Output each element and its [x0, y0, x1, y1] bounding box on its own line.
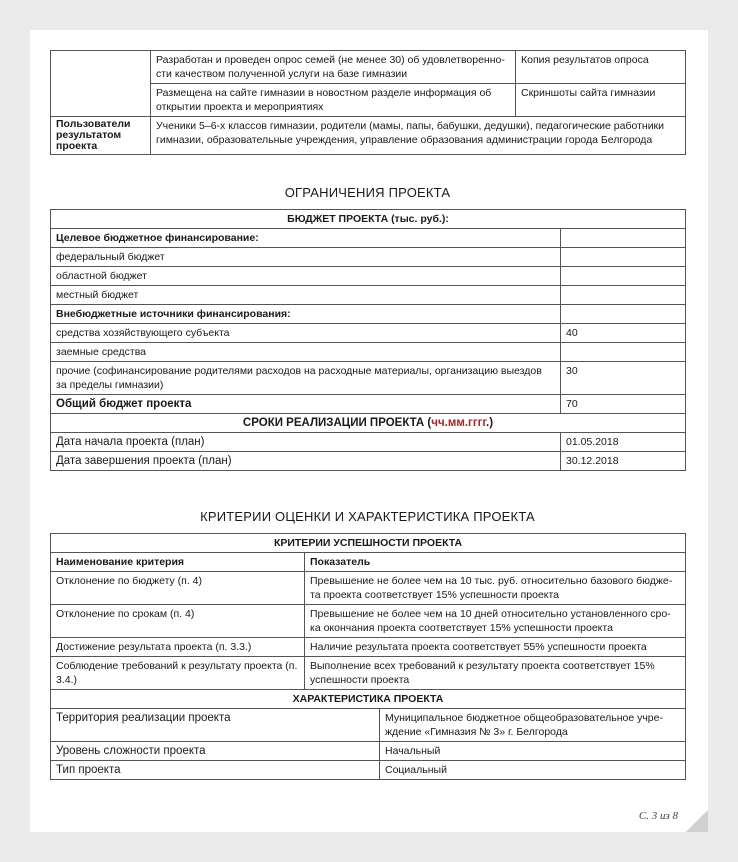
characteristic-value: Социальный	[380, 761, 686, 780]
budget-value	[561, 229, 686, 248]
criteria-name: Отклонение по бюджету (п. 4)	[51, 572, 305, 605]
table-row	[51, 51, 686, 84]
users-label: Пользователи результатом проекта	[51, 117, 151, 155]
budget-label: средства хозяйствующего субъекта	[51, 324, 561, 343]
criteria-indicator: Выполнение всех требований к результату проекта соответствует 15% успешности проекта	[305, 657, 686, 690]
characteristic-label: Территория реализации проекта	[51, 709, 380, 742]
criteria-col-indicator: Показатель	[305, 553, 686, 572]
table-row	[51, 433, 686, 452]
budget-label: заемные средства	[51, 343, 561, 362]
budget-label: областной бюджет	[51, 267, 561, 286]
table-row	[51, 267, 686, 286]
document-page	[30, 30, 708, 832]
result-description: Размещена на сайте гимназии в новостном разделе информация об открытии проекта и мероприятиях	[151, 84, 516, 117]
budget-value: 40	[561, 324, 686, 343]
table-row	[51, 709, 686, 742]
characteristic-value: Муниципальное бюджетное общеобразовательное учре-ждение «Гимназия № 3» г. Белгорода	[380, 709, 686, 742]
budget-total-label: Общий бюджет проекта	[51, 395, 561, 414]
table-row	[51, 761, 686, 780]
budget-label: Внебюджетные источники финансирования:	[51, 305, 561, 324]
page-number: С. 3 из 8	[638, 810, 678, 822]
table-row	[51, 324, 686, 343]
page-corner-fold	[686, 810, 708, 832]
budget-value	[561, 305, 686, 324]
characteristic-label: Тип проекта	[51, 761, 380, 780]
table-row	[51, 248, 686, 267]
dates-header	[51, 414, 686, 433]
table-row	[51, 117, 686, 155]
criteria-name: Достижение результата проекта (п. 3.3.)	[51, 638, 305, 657]
criteria-indicator: Превышение не более чем на 10 тыс. руб. относительно базового бюдже-та проекта соответствует 15% успешности проекта	[305, 572, 686, 605]
criteria-name: Соблюдение требований к результату проекта (п. 3.4.)	[51, 657, 305, 690]
table-row	[51, 553, 686, 572]
empty-cell	[51, 51, 151, 117]
budget-label: прочие (софинансирование родителями расходов на расходные материалы, организацию выездов за пределы гимназии)	[51, 362, 561, 395]
table-row	[51, 210, 686, 229]
criteria-name: Отклонение по срокам (п. 4)	[51, 605, 305, 638]
criteria-col-name: Наименование критерия	[51, 553, 305, 572]
result-description: Разработан и проведен опрос семей (не менее 30) об удовлетворенно-сти качеством полученной услуги на базе гимназии	[151, 51, 516, 84]
table-row	[51, 286, 686, 305]
dates-header-end: .)	[486, 417, 494, 429]
budget-table	[50, 209, 686, 471]
characteristics-header: ХАРАКТЕРИСТИКА ПРОЕКТА	[51, 690, 686, 709]
result-evidence: Скриншоты сайта гимназии	[516, 84, 686, 117]
end-date-value: 30.12.2018	[561, 452, 686, 471]
budget-header: БЮДЖЕТ ПРОЕКТА (тыс. руб.):	[51, 210, 686, 229]
section-title-limitations: ОГРАНИЧЕНИЯ ПРОЕКТА	[284, 185, 451, 200]
result-evidence: Копия результатов опроса	[516, 51, 686, 84]
criteria-table	[50, 533, 686, 780]
table-row	[51, 305, 686, 324]
table-row	[51, 452, 686, 471]
table-row	[51, 395, 686, 414]
characteristic-value: Начальный	[380, 742, 686, 761]
criteria-header: КРИТЕРИИ УСПЕШНОСТИ ПРОЕКТА	[51, 534, 686, 553]
budget-label: федеральный бюджет	[51, 248, 561, 267]
dates-format: чч.мм.гггг	[431, 417, 487, 429]
budget-value	[561, 248, 686, 267]
dates-header-text: СРОКИ РЕАЛИЗАЦИИ ПРОЕКТА (	[242, 417, 432, 429]
end-date-label: Дата завершения проекта (план)	[51, 452, 561, 471]
users-value: Ученики 5–6-х классов гимназии, родители (мамы, папы, бабушки, дедушки), педагогические работники гимназии, образовательные учреждения, управление образования администрации города Белгорода	[151, 117, 686, 155]
table-row	[51, 534, 686, 553]
criteria-indicator: Наличие результата проекта соответствует 55% успешности проекта	[305, 638, 686, 657]
budget-label: местный бюджет	[51, 286, 561, 305]
table-row	[51, 742, 686, 761]
budget-total-value: 70	[561, 395, 686, 414]
table-row	[51, 638, 686, 657]
start-date-label: Дата начала проекта (план)	[51, 433, 561, 452]
characteristic-label: Уровень сложности проекта	[51, 742, 380, 761]
table-row	[51, 690, 686, 709]
budget-value	[561, 267, 686, 286]
results-table	[50, 50, 686, 155]
table-row	[51, 605, 686, 638]
budget-label: Целевое бюджетное финансирование:	[51, 229, 561, 248]
section-title-criteria: КРИТЕРИИ ОЦЕНКИ И ХАРАКТЕРИСТИКА ПРОЕКТА	[200, 509, 535, 524]
budget-value	[561, 343, 686, 362]
table-row	[51, 414, 686, 433]
budget-value	[561, 286, 686, 305]
table-row	[51, 343, 686, 362]
table-row	[51, 362, 686, 395]
start-date-value: 01.05.2018	[561, 433, 686, 452]
table-row	[51, 229, 686, 248]
criteria-indicator: Превышение не более чем на 10 дней относительно установленного сро-ка окончания проекта соответствует 15% успешности проекта	[305, 605, 686, 638]
budget-value: 30	[561, 362, 686, 395]
table-row	[51, 572, 686, 605]
table-row	[51, 657, 686, 690]
